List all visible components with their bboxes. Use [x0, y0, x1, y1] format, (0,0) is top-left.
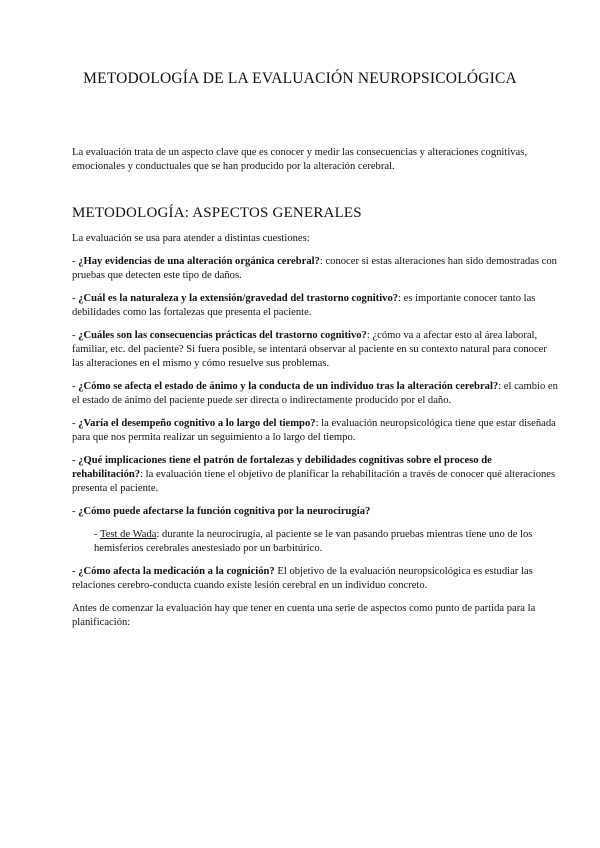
list-bullet: -	[72, 256, 79, 267]
test-de-wada-term: Test de Wada	[100, 529, 157, 540]
list-bullet: -	[72, 381, 79, 392]
list-item	[72, 380, 558, 408]
list-item	[72, 565, 558, 593]
list-item	[72, 417, 558, 445]
list-item	[72, 505, 558, 519]
list-bullet: -	[72, 455, 79, 466]
list-question: ¿Varía el desempeño cognitivo a lo largo del tiempo?	[78, 418, 316, 429]
list-text: : ¿cómo va a afectar esto al área laboral, familiar, etc. del paciente? Si fuera posible, se intentará observar al paciente en su contexto natural para conocer las alteraciones en el mismo y cómo resuelve sus problemas.	[72, 330, 547, 369]
section-lead: La evaluación se usa para atender a distintas cuestiones:	[72, 233, 310, 244]
list-bullet: -	[72, 506, 79, 517]
list-question: ¿Cuál es la naturaleza y la extensión/gravedad del trastorno cognitivo?	[78, 293, 399, 304]
list-bullet: -	[72, 566, 79, 577]
list-item	[72, 292, 558, 320]
list-question: ¿Cuáles son las consecuencias prácticas del trastorno cognitivo?	[78, 330, 367, 341]
list-text: : conocer si estas alteraciones han sido demostradas con pruebas que detecten este tipo de daños.	[72, 256, 557, 281]
section-content	[72, 232, 558, 639]
list-text: : el cambio en el estado de ánimo del paciente puede ser directa o indirectamente producido por el daño.	[72, 381, 558, 406]
document-title: METODOLOGÍA DE LA EVALUACIÓN NEUROPSICOLÓGICA	[83, 70, 517, 87]
list-question: ¿Cómo puede afectarse la función cognitiva por la neurocirugía?	[78, 506, 371, 517]
intro-paragraph: La evaluación trata de un aspecto clave que es conocer y medir las consecuencias y alteraciones cognitivas, emocionales y conductuales que se han producido por la alteración cerebral.	[72, 147, 528, 172]
list-bullet: -	[72, 418, 79, 429]
sub-list-item	[72, 528, 558, 556]
list-text: : durante la neurocirugía, al paciente se le van pasando pruebas mientras tiene uno de los hemisferios cerebrales anestesiado por un barbitúrico.	[94, 529, 533, 554]
list-question: ¿Cómo se afecta el estado de ánimo y la conducta de un individuo tras la alteración cerebral?	[78, 381, 499, 392]
list-question: ¿Qué implicaciones tiene el patrón de fortalezas y debilidades cognitivas sobre el proceso de rehabilitación?	[72, 455, 492, 480]
section-heading: METODOLOGÍA: ASPECTOS GENERALES	[72, 205, 362, 221]
list-text: : la evaluación tiene el objetivo de planificar la rehabilitación a través de conocer qué alteraciones presenta el paciente.	[72, 469, 556, 494]
list-question: ¿Cómo afecta la medicación a la cognición?	[78, 566, 275, 577]
list-question: ¿Hay evidencias de una alteración orgánica cerebral?	[78, 256, 320, 267]
list-text: : la evaluación neuropsicológica tiene que estar diseñada para que nos permita realizar un seguimiento a lo largo del tiempo.	[72, 418, 556, 443]
list-bullet: -	[94, 529, 100, 540]
list-bullet: -	[72, 330, 79, 341]
list-item	[72, 454, 558, 496]
list-text: El objetivo de la evaluación neuropsicológica es estudiar las relaciones cerebro-conducta cuando existe lesión cerebral en un individuo concreto.	[72, 566, 533, 591]
list-item	[72, 255, 558, 283]
closing-paragraph: Antes de comenzar la evaluación hay que tener en cuenta una serie de aspectos como punto de partida para la planificación:	[72, 603, 536, 628]
list-text: : es importante conocer tanto las debilidades como las fortalezas que presenta el paciente.	[72, 293, 536, 318]
list-item	[72, 329, 558, 371]
list-bullet: -	[72, 293, 79, 304]
